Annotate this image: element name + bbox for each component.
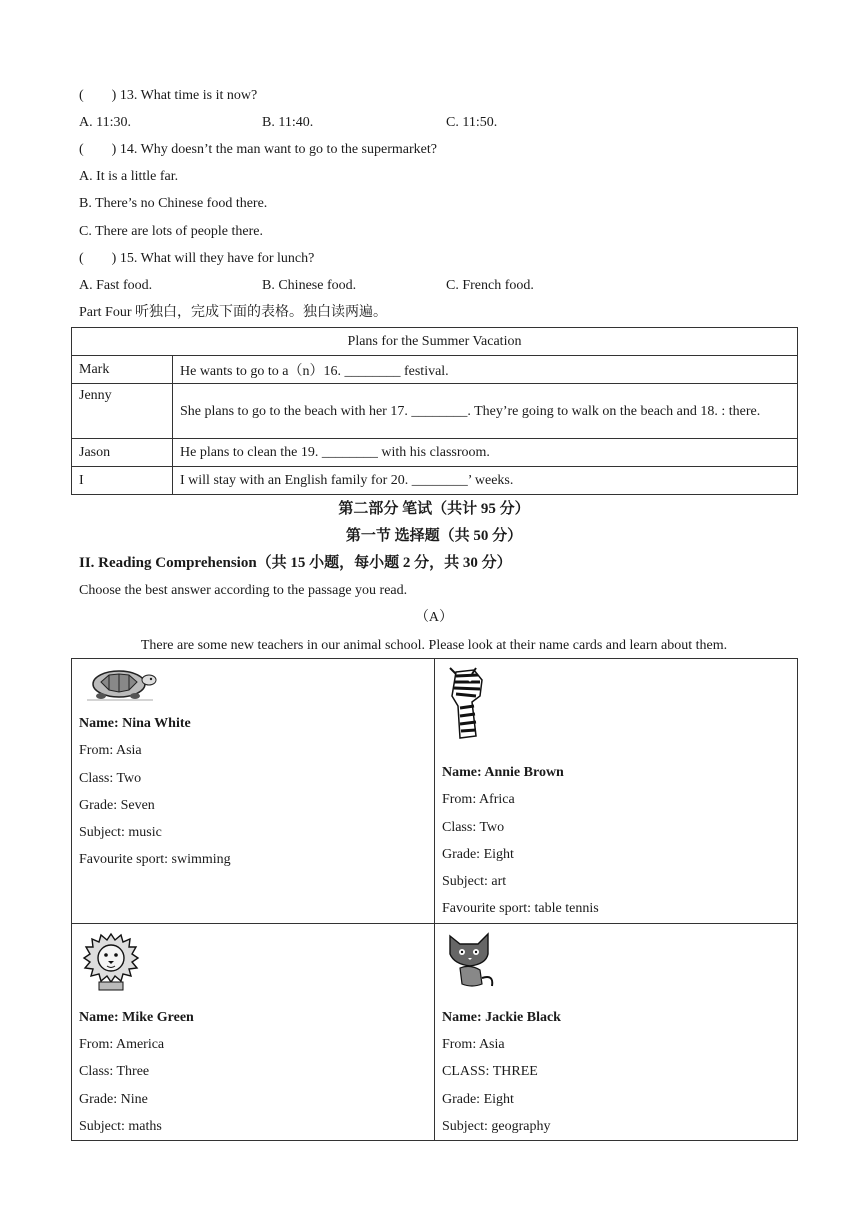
card-grade: Grade: Seven xyxy=(79,797,155,813)
card-class: Class: Two xyxy=(79,770,142,786)
table-row xyxy=(72,356,798,384)
reading-comprehension-heading: II. Reading Comprehension（共 15 小题，每小题 2 分，共 30 分） xyxy=(79,555,512,571)
table-row xyxy=(72,439,798,467)
plans-person-text: I will stay with an English family for 20. ________’ weeks. xyxy=(173,467,798,495)
question-14-option-a: A. It is a little far. xyxy=(79,169,179,184)
reading-instruction: Choose the best answer according to the passage you read. xyxy=(79,583,408,598)
card-subject: Subject: music xyxy=(79,825,162,841)
plans-table-title: Plans for the Summer Vacation xyxy=(72,328,798,356)
card-grade: Grade: Eight xyxy=(441,1091,514,1107)
cat-icon xyxy=(442,930,498,990)
question-15-option-a: A. Fast food. xyxy=(79,278,153,293)
question-14-stem: ( ) 14. Why doesn’t the man want to go to the supermarket? xyxy=(79,142,437,157)
question-15-stem: ( ) 15. What will they have for lunch? xyxy=(79,251,315,266)
name-card-mike-green xyxy=(72,923,435,1140)
card-class: Class: Two xyxy=(441,819,505,835)
plans-person-name: Jenny xyxy=(72,384,173,439)
plans-person-name: I xyxy=(72,467,173,495)
plans-person-name: Mark xyxy=(72,356,173,384)
card-class: CLASS: THREE xyxy=(441,1064,538,1080)
section-one-heading: 第一节 选择题（共 50 分） xyxy=(345,528,523,544)
card-subject: Subject: geography xyxy=(441,1118,551,1134)
name-card-nina-white xyxy=(72,659,435,924)
question-14-option-c: C. There are lots of people there. xyxy=(79,224,264,239)
card-from: From: Asia xyxy=(441,1037,505,1053)
card-class: Class: Three xyxy=(79,1064,150,1080)
question-13-stem: ( ) 13. What time is it now? xyxy=(79,88,258,103)
passage-label: （A） xyxy=(414,610,454,625)
passage-intro: There are some new teachers in our animal school. Please look at their name cards and learn about them. xyxy=(140,638,728,653)
question-15-option-c: C. French food. xyxy=(446,278,534,293)
card-grade: Grade: Nine xyxy=(79,1091,148,1107)
zebra-icon xyxy=(442,666,494,742)
lion-icon xyxy=(79,930,143,992)
question-13-option-b: B. 11:40. xyxy=(262,115,314,130)
part-four-instruction: Part Four 听独白，完成下面的表格。独白读两遍。 xyxy=(79,305,387,320)
name-card-annie-brown xyxy=(434,659,797,924)
card-from: From: Asia xyxy=(79,743,142,759)
question-14-option-b: B. There’s no Chinese food there. xyxy=(79,196,268,211)
section-part-two-heading: 第二部分 笔试（共计 95 分） xyxy=(338,501,530,517)
plans-table xyxy=(71,327,798,495)
plans-person-name: Jason xyxy=(72,439,173,467)
name-cards-table xyxy=(71,658,798,1141)
table-row xyxy=(72,467,798,495)
card-name: Name: Mike Green xyxy=(79,1009,194,1025)
plans-person-text: He wants to go to a（n）16. ________ festival. xyxy=(173,356,798,384)
card-favourite-sport: Favourite sport: table tennis xyxy=(441,901,599,917)
card-subject: Subject: maths xyxy=(79,1118,162,1134)
card-subject: Subject: art xyxy=(441,874,507,890)
plans-person-text: He plans to clean the 19. ________ with his classroom. xyxy=(173,439,798,467)
name-card-jackie-black xyxy=(434,923,797,1140)
card-name: Name: Jackie Black xyxy=(441,1009,561,1025)
card-name: Name: Nina White xyxy=(79,716,191,731)
card-name: Name: Annie Brown xyxy=(441,765,564,780)
question-15-option-b: B. Chinese food. xyxy=(262,278,357,293)
card-favourite-sport: Favourite sport: swimming xyxy=(79,852,231,868)
card-grade: Grade: Eight xyxy=(441,846,514,862)
tortoise-icon xyxy=(79,662,159,704)
question-13-option-c: C. 11:50. xyxy=(446,115,498,130)
plans-person-text: She plans to go to the beach with her 17. ________. They’re going to walk on the beach and 18. : there. xyxy=(173,384,798,439)
card-from: From: Africa xyxy=(441,792,515,808)
question-13-option-a: A. 11:30. xyxy=(79,115,131,130)
table-row xyxy=(72,384,798,439)
card-from: From: America xyxy=(79,1037,165,1053)
